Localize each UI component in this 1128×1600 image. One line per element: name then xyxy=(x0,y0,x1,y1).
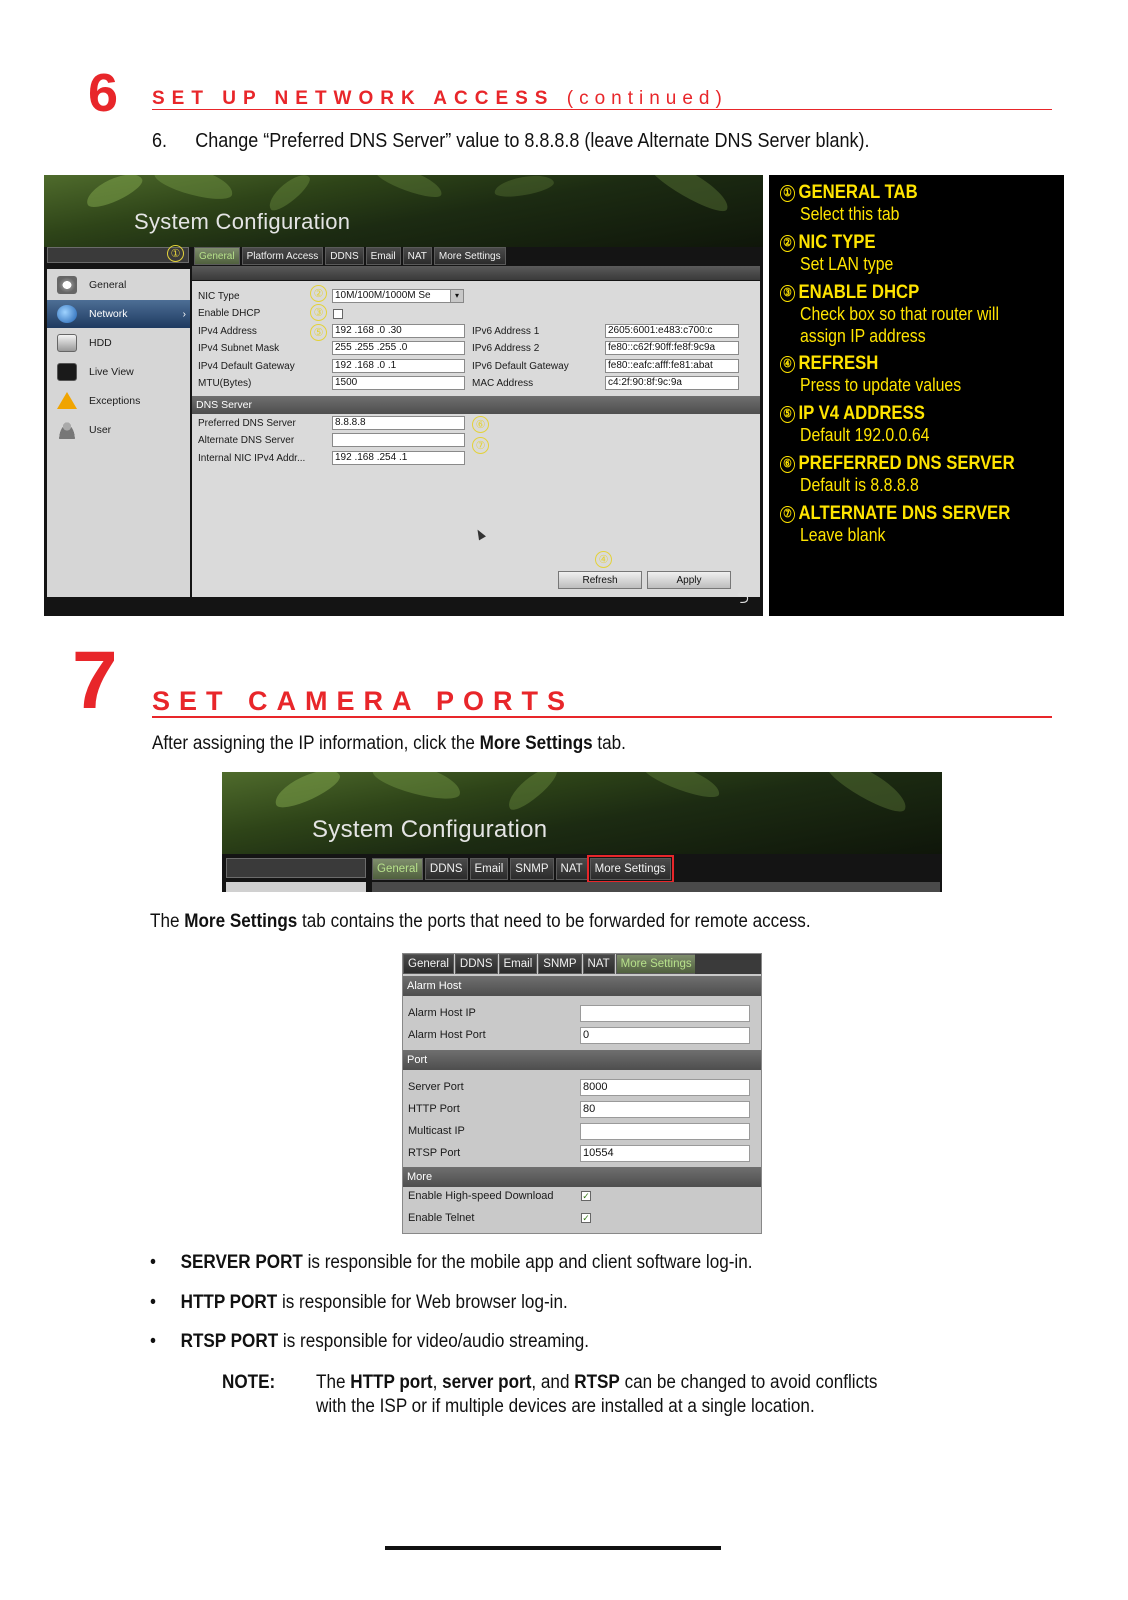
legend-desc-3b: assign IP address xyxy=(800,326,926,346)
network-config-screenshot xyxy=(44,175,763,616)
section-7-number: 7 xyxy=(72,635,118,726)
chevron-down-icon[interactable]: ▾ xyxy=(450,289,464,303)
legend-title-6: ⑥ PREFERRED DNS SERVER xyxy=(780,453,1015,475)
legend-title-3: ③ ENABLE DHCP xyxy=(780,282,919,304)
ipv6-address2-label: IPv6 Address 2 xyxy=(472,343,540,354)
dns-server-header: DNS Server xyxy=(192,396,760,414)
legend-desc-4: Press to update values xyxy=(800,375,962,395)
high-speed-download-checkbox[interactable]: ✓ xyxy=(582,1191,590,1201)
step-text: Change “Preferred DNS Server” value to 8.8.8.8 (leave Alternate DNS Server blank). xyxy=(195,130,870,152)
marker-5: ⑤ xyxy=(310,324,327,341)
tab-ddns-2[interactable]: DDNS xyxy=(425,858,468,880)
preferred-dns-input[interactable]: 8.8.8.8 xyxy=(332,416,465,430)
tab-general-2[interactable]: General xyxy=(372,858,423,880)
alarm-host-port-input[interactable]: 0 xyxy=(580,1027,750,1044)
return-icon[interactable]: ⮌ xyxy=(736,590,749,607)
hdd-icon xyxy=(57,334,77,352)
marker-1: ① xyxy=(167,245,184,262)
section-7-description: The More Settings tab contains the ports that need to be forwarded for remote access. xyxy=(150,911,811,932)
legend-title-1: ① GENERAL TAB xyxy=(780,182,918,204)
monitor-icon xyxy=(57,363,77,381)
note-line-1: The HTTP port, server port, and RTSP can be changed to avoid conflicts xyxy=(316,1372,878,1393)
network-settings-panel xyxy=(192,281,760,597)
sidebar-strip-2 xyxy=(226,882,366,892)
dvr-window-title-2: System Configuration xyxy=(312,816,548,843)
http-port-input[interactable]: 80 xyxy=(580,1101,750,1118)
step-number: 6. xyxy=(152,130,168,152)
section-7-intro: After assigning the IP information, click the More Settings tab. xyxy=(152,733,626,754)
multicast-ip-input[interactable] xyxy=(580,1123,750,1140)
legend-title-4: ④ REFRESH xyxy=(780,353,878,375)
high-speed-download-label: Enable High-speed Download xyxy=(408,1190,554,1202)
ipv6-gateway-label: IPv6 Default Gateway xyxy=(472,361,569,372)
tab-general[interactable]: General xyxy=(194,247,240,265)
section-6-continued: (continued) xyxy=(566,88,728,109)
apply-button[interactable]: Apply xyxy=(647,571,731,589)
preferred-dns-label: Preferred DNS Server xyxy=(198,418,296,429)
ports-tabbar xyxy=(403,954,697,974)
server-port-label: Server Port xyxy=(408,1081,464,1093)
sidebar-item-network[interactable]: Network › xyxy=(47,300,190,328)
alarm-host-port-label: Alarm Host Port xyxy=(408,1029,486,1041)
marker-4: ④ xyxy=(595,551,612,568)
internal-nic-input[interactable]: 192 .168 .254 .1 xyxy=(332,451,465,465)
system-config-banner-2 xyxy=(222,772,942,854)
legend-desc-3a: Check box so that router will xyxy=(800,304,999,324)
more-settings-tab-screenshot xyxy=(222,772,942,892)
dvr-tabbar-2 xyxy=(372,858,671,880)
ipv4-subnet-input[interactable]: 255 .255 .255 .0 xyxy=(332,341,465,355)
tab-email-2[interactable]: Email xyxy=(470,858,509,880)
ports-tab-ddns[interactable]: DDNS xyxy=(455,954,498,974)
marker-6: ⑥ xyxy=(472,416,489,433)
tab-ddns[interactable]: DDNS xyxy=(325,247,363,265)
bullet-http-port: • HTTP PORT is responsible for Web browser log-in. xyxy=(150,1292,568,1313)
ports-tab-snmp[interactable]: SNMP xyxy=(538,954,581,974)
note-text xyxy=(316,1371,964,1419)
section-7-title: SET CAMERA PORTS xyxy=(152,686,575,716)
more-header: More xyxy=(403,1167,761,1187)
section-7-rule xyxy=(152,716,1052,718)
ipv4-gateway-label: IPv4 Default Gateway xyxy=(198,361,295,372)
ipv6-address1-input[interactable]: 2605:6001:e483:c700:c xyxy=(605,324,739,338)
nic-type-select[interactable]: 10M/100M/1000M Se xyxy=(332,289,452,303)
tab-more-settings[interactable]: More Settings xyxy=(434,247,506,265)
ipv4-subnet-label: IPv4 Subnet Mask xyxy=(198,343,280,354)
marker-3: ③ xyxy=(310,304,327,321)
ipv6-address2-input[interactable]: fe80::c62f:90ff:fe8f:9c9a xyxy=(605,341,739,355)
port-header: Port xyxy=(403,1050,761,1070)
ipv6-address1-label: IPv6 Address 1 xyxy=(472,326,540,337)
footer-rule xyxy=(385,1546,721,1550)
enable-telnet-checkbox[interactable]: ✓ xyxy=(582,1213,590,1223)
ports-tab-email[interactable]: Email xyxy=(499,954,538,974)
multicast-ip-label: Multicast IP xyxy=(408,1125,465,1137)
ipv4-gateway-input[interactable]: 192 .168 .0 .1 xyxy=(332,359,465,373)
chevron-right-icon: › xyxy=(182,308,186,320)
mtu-input[interactable]: 1500 xyxy=(332,376,465,390)
mouse-cursor-icon xyxy=(474,528,486,541)
rtsp-port-label: RTSP Port xyxy=(408,1147,461,1159)
sidebar-item-general[interactable]: General xyxy=(47,271,190,299)
legend-desc-1: Select this tab xyxy=(800,204,900,224)
warning-icon xyxy=(57,392,77,409)
legend-desc-2: Set LAN type xyxy=(800,254,894,274)
sidebar-item-user[interactable]: User xyxy=(47,416,190,444)
gear-icon xyxy=(57,276,77,294)
marker-7: ⑦ xyxy=(472,437,489,454)
marker-2: ② xyxy=(310,285,327,302)
enable-dhcp-label: Enable DHCP xyxy=(198,308,261,319)
http-port-label: HTTP Port xyxy=(408,1103,460,1115)
ports-tabbar-fill xyxy=(695,954,761,974)
server-port-input[interactable]: 8000 xyxy=(580,1079,750,1096)
note-line-2: with the ISP or if multiple devices are installed at a single location. xyxy=(316,1396,815,1417)
bullet-dot: • xyxy=(150,1252,156,1273)
globe-icon xyxy=(57,305,77,323)
dvr-window-title: System Configuration xyxy=(134,209,351,234)
callout-legend xyxy=(769,175,1064,616)
tab-platform-access[interactable]: Platform Access xyxy=(242,247,324,265)
tab-nat-2[interactable]: NAT xyxy=(556,858,588,880)
section-6-title-text: SET UP NETWORK ACCESS xyxy=(152,88,555,109)
bullet-dot: • xyxy=(150,1331,156,1352)
ipv6-gateway-input[interactable]: fe80::eafc:afff:fe81:abat xyxy=(605,359,739,373)
bullet-server-port: • SERVER PORT is responsible for the mobile app and client software log-in. xyxy=(150,1252,753,1273)
more-settings-bold-2: More Settings xyxy=(184,911,298,932)
bullet-dot: • xyxy=(150,1292,156,1313)
panel-top-strip-2 xyxy=(372,882,940,892)
tab-snmp-2[interactable]: SNMP xyxy=(510,858,553,880)
tab-more-settings-2[interactable]: More Settings xyxy=(590,858,671,880)
step-6-instruction xyxy=(152,130,870,153)
mac-address-label: MAC Address xyxy=(472,378,534,389)
nic-type-label: NIC Type xyxy=(198,291,240,302)
dvr-sidebar xyxy=(47,269,190,597)
enable-dhcp-checkbox[interactable] xyxy=(333,309,343,319)
ipv4-address-label: IPv4 Address xyxy=(198,326,257,337)
alarm-host-ip-label: Alarm Host IP xyxy=(408,1007,476,1019)
more-settings-bold: More Settings xyxy=(479,733,593,754)
ports-tab-general[interactable]: General xyxy=(403,954,454,974)
alternate-dns-input[interactable] xyxy=(332,433,465,447)
legend-title-2: ② NIC TYPE xyxy=(780,232,876,254)
rtsp-port-input[interactable]: 10554 xyxy=(580,1145,750,1162)
more-settings-panel xyxy=(402,953,762,1234)
user-icon xyxy=(57,421,77,439)
refresh-button[interactable]: Refresh xyxy=(558,571,642,589)
ports-tab-nat[interactable]: NAT xyxy=(583,954,615,974)
sidebar-item-exceptions[interactable]: Exceptions xyxy=(47,387,190,415)
bullet-rtsp-port: • RTSP PORT is responsible for video/audio streaming. xyxy=(150,1331,589,1352)
system-config-banner xyxy=(44,175,763,247)
legend-desc-5: Default 192.0.0.64 xyxy=(800,425,930,445)
tab-nat[interactable]: NAT xyxy=(403,247,432,265)
internal-nic-label: Internal NIC IPv4 Addr... xyxy=(198,453,306,464)
section-6-title xyxy=(152,88,728,110)
alarm-host-header: Alarm Host xyxy=(403,976,761,996)
ports-tab-more-settings[interactable]: More Settings xyxy=(616,954,697,974)
tab-strip-bg xyxy=(192,266,760,280)
alarm-host-ip-input[interactable] xyxy=(580,1005,750,1022)
sidebar-header-2 xyxy=(226,858,366,878)
mtu-label: MTU(Bytes) xyxy=(198,378,252,389)
ipv4-address-input[interactable]: 192 .168 .0 .30 xyxy=(332,324,465,338)
section-6-number: 6 xyxy=(88,63,119,123)
legend-desc-6: Default is 8.8.8.8 xyxy=(800,475,919,495)
section-6-rule xyxy=(152,109,1052,110)
enable-telnet-label: Enable Telnet xyxy=(408,1212,475,1224)
alternate-dns-label: Alternate DNS Server xyxy=(198,435,295,446)
legend-title-5: ⑤ IP V4 ADDRESS xyxy=(780,403,925,425)
sidebar-item-hdd[interactable]: HDD xyxy=(47,329,190,357)
note-label: NOTE: xyxy=(222,1372,276,1393)
mac-address-input[interactable]: c4:2f:90:8f:9c:9a xyxy=(605,376,739,390)
legend-desc-7: Leave blank xyxy=(800,525,886,545)
sidebar-item-live-view[interactable]: Live View xyxy=(47,358,190,386)
tab-email[interactable]: Email xyxy=(366,247,401,265)
dvr-tabbar xyxy=(194,247,506,265)
legend-title-7: ⑦ ALTERNATE DNS SERVER xyxy=(780,503,1010,525)
